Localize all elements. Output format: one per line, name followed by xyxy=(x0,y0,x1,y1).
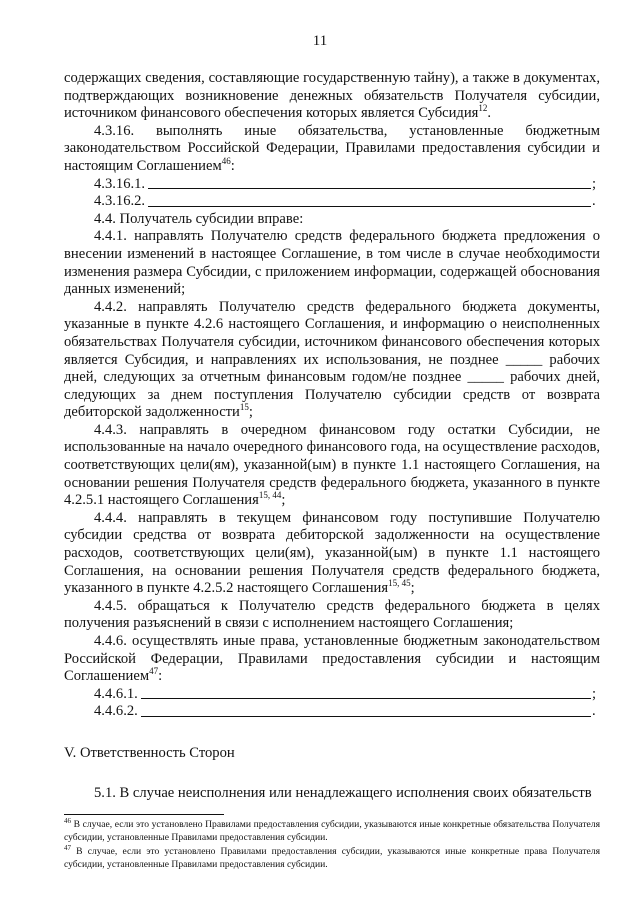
fill-end: . xyxy=(592,703,596,720)
fill-label: 4.4.6.2. xyxy=(94,703,138,720)
clause-4-3-16: 4.3.16. выполнять иные обязательства, установленные бюджетным законодательством Российской Федерации, Правилами предоставления субсидии и настоящим Соглашением$^{46}$: xyxy=(64,122,600,174)
document-body xyxy=(64,70,600,802)
footnote-number: 47 xyxy=(64,844,71,852)
clause-4-4-6-1 xyxy=(64,686,600,704)
fill-end: ; xyxy=(592,175,597,192)
clause-5-1: 5.1. В случае неисполнения или ненадлежащего исполнения своих обязательств xyxy=(94,784,592,801)
footnote-ref: 12 xyxy=(478,103,488,114)
footnote-ref: 46 xyxy=(221,155,231,166)
footnote-number: 46 xyxy=(64,817,71,825)
fill-blank-line xyxy=(141,704,591,717)
clause-4-4-6: 4.4.6. осуществлять иные права, установленные бюджетным законодательством Российской Федерации, Правилами предоставления субсидии и настоящим Соглашением$^{47}$: xyxy=(64,633,600,685)
footnote-ref: 47 xyxy=(149,666,159,677)
fill-end: . xyxy=(592,193,596,210)
footnote-47: $^{47}$ В случае, если это установлено Правилами предоставления субсидии, указываются иные конкретные права Получателя субсидии, установленные Правилами предоставления субсидии. xyxy=(64,844,600,870)
page-number: 11 xyxy=(312,33,328,49)
footnote-ref: 15, 45 xyxy=(388,578,411,589)
fill-label: 4.4.6.1. xyxy=(94,685,138,702)
clause-4-4-4: 4.4.4. направлять в текущем финансовом году поступившие Получателю субсидии средства от возврата дебиторской задолженности на осуществление расходов, соответствующих цели(ям), указанной(ым) в пункте 1.1 настоящего Соглашения, на основании решения Получателя средств федерального бюджета, указанного в пункте 4.2.5.2 настоящего Соглашения$^{15, 45}$; xyxy=(64,509,600,597)
fill-blank-line xyxy=(148,176,591,189)
continuation-paragraph: содержащих сведения, составляющие государственную тайну), а также в документах, подтверждающих возникновение денежных обязательств Получателя субсидии, источником финансового обеспечения которых является Субсидия$^{12}$. xyxy=(64,70,600,122)
footnotes xyxy=(64,819,600,873)
clause-4-3-16-2 xyxy=(64,193,600,211)
footnote-separator xyxy=(64,814,224,815)
clause-4-4-2: 4.4.2. направлять Получателю средств федерального бюджета документы, указанные в пункте 4.2.6 настоящего Соглашения, и информацию о неисполненных обязательствах Получателя субсидии, источником финансового обеспечения которых является Субсидия, и направлениях их использования, не позднее _____ рабочих дней, следующих за отчетным финансовым годом/не позднее _____ рабочих дней, следующих за днем поступления Получателю субсидии средств от возврата дебиторской задолженности$^{15}$; xyxy=(64,298,600,421)
clause-4-4: 4.4. Получатель субсидии вправе: xyxy=(94,210,304,227)
fill-blank-line xyxy=(148,194,591,207)
fill-label: 4.3.16.1. xyxy=(94,175,146,192)
footnote-ref: 15 xyxy=(239,402,249,413)
footnote-ref: 15, 44 xyxy=(258,490,282,501)
fill-label: 4.3.16.2. xyxy=(94,193,146,210)
fill-end: ; xyxy=(592,685,597,702)
clause-4-4-5: 4.4.5. обращаться к Получателю средств федерального бюджета в целях получения разъяснений в связи с исполнением настоящего Соглашения; xyxy=(64,597,600,632)
clause-4-4-6-2 xyxy=(64,703,600,721)
fill-blank-line xyxy=(141,686,591,699)
clause-4-4-1: 4.4.1. направлять Получателю средств федерального бюджета предложения о внесении изменений в настоящее Соглашение, в том числе в случае необходимости изменения размера Субсидии, с приложением информации, содержащей обоснования данных изменений; xyxy=(64,228,600,298)
footnote-46: $^{46}$ В случае, если это установлено Правилами предоставления субсидии, указываются иные конкретные обязательства Получателя субсидии, установленные Правилами предоставления субсидии. xyxy=(64,817,600,843)
section-heading: V. Ответственность Сторон xyxy=(64,744,235,761)
clause-4-3-16-1 xyxy=(64,176,600,194)
clause-4-4-3: 4.4.3. направлять в очередном финансовом году остатки Субсидии, не использованные на начало очередного финансового года, на осуществление расходов, соответствующих цели(ям), указанной(ым) в пункте 1.1 настоящего Соглашения, на основании решения Получателя средств федерального бюджета, указанного в пункте 4.2.5.1 настоящего Соглашения$^{15, 44}$; xyxy=(64,421,600,509)
